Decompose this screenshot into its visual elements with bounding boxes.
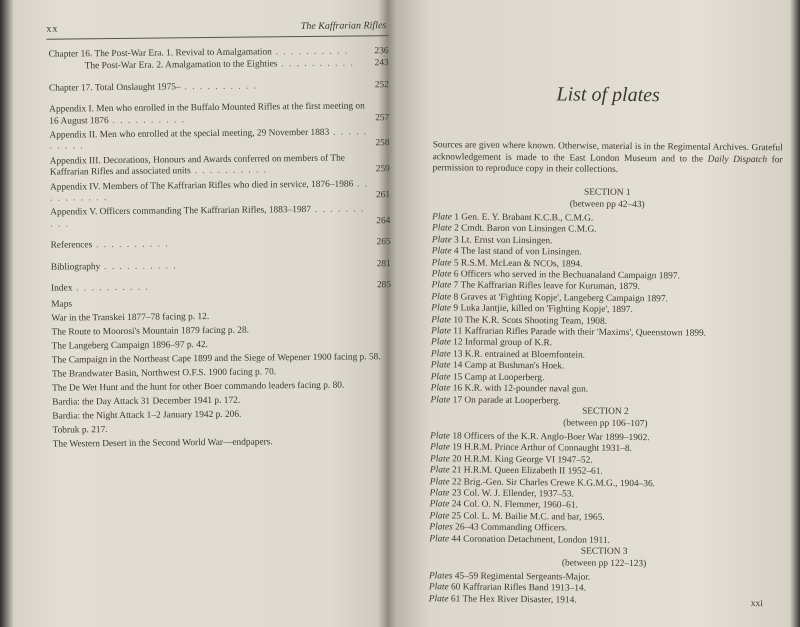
toc-leader-dots: . . . . . . . . . . (190, 165, 268, 177)
right-page (404, 0, 784, 610)
toc-leader-dots: . . . . . . . . . . (180, 81, 258, 93)
toc-entry-text: Chapter 16. The Post-War Era. 1. Revival to Amalgamation (48, 47, 272, 60)
intro-text-pre: Sources are given where known. Otherwise, material is in the Regimental Archives. Grateful acknowledgement is made to the East London Museum and to the (432, 140, 783, 165)
section-range: (between pp 106–107) (563, 417, 648, 429)
toc-entry-page: 265 (376, 237, 391, 248)
right-folio: xxi (750, 599, 763, 610)
toc-entry (49, 80, 389, 95)
map-entry: The De Wet Hunt and the hunt for other Boer commando leaders facing p. 80. (52, 380, 345, 394)
plate-caption: 11 Kaffrarian Rifles Parade with their 'Maxims', Queenstown 1899. (453, 326, 707, 339)
plate-caption: 8 Graves at 'Fighting Kopje', Langeberg Campaign 1897. (453, 292, 668, 305)
plate-caption: 18 Officers of the K.R. Anglo-Boer War 1899–1902. (452, 431, 650, 444)
plate-caption: 24 Col. O. N. Flemmer, 1960–61. (451, 499, 578, 511)
intro-paragraph (432, 140, 782, 178)
toc-leader-dots: . . . . . . . . . . (50, 204, 365, 230)
toc-entry-text: Chapter 17. Total Onslaught 1975– (48, 82, 181, 94)
toc-entry-text: Appendix III. Decorations, Honours and Awards conferred on members of The Kaffrarian Rifles and associated units (49, 153, 345, 178)
plate-label: Plate (430, 360, 451, 371)
table-of-contents (49, 46, 393, 453)
map-entry: Tobruk p. 217. (52, 424, 108, 436)
toc-entry-page: 261 (375, 190, 391, 201)
plate-label: Plate (430, 431, 451, 442)
plate-caption: 15 Camp at Looperberg. (452, 372, 545, 383)
plate-label: Plate (429, 488, 450, 499)
intro-text-post: for permission to reproduce copy in their collections. (432, 154, 783, 176)
section-heading (432, 186, 782, 212)
plate-label: Plate (429, 465, 450, 476)
section-range: (between pp 122–123) (561, 557, 647, 569)
toc-entry-text: Index (50, 283, 73, 294)
intro-text-italic: Daily Dispatch (707, 154, 768, 165)
section-heading (429, 545, 779, 571)
plate-caption: 6 Officers who served in the Bechuanaland Campaign 1897. (453, 269, 680, 282)
section-heading (430, 405, 780, 431)
plate-label: Plate (428, 594, 449, 605)
plate-list (429, 571, 779, 608)
map-entry: War in the Transkei 1877–78 facing p. 12. (51, 311, 210, 324)
toc-entry (49, 101, 389, 127)
toc-entry (49, 127, 389, 153)
toc-leader-dots: . . . . . . . . . . (49, 127, 368, 153)
plate-label: Plate (430, 394, 451, 405)
toc-entry-text: References (50, 240, 93, 251)
toc-leader-dots: . . . . . . . . . . (50, 178, 369, 204)
toc-leader-dots: . . . . . . . . . . (271, 46, 349, 58)
toc-entry-page: 259 (375, 164, 390, 175)
section-title: SECTION 2 (582, 406, 629, 417)
toc-entry-page: 257 (375, 112, 390, 123)
plate-label: Plate (430, 383, 451, 394)
plate-caption: 45–59 Regimental Sergeants-Major. (454, 571, 591, 583)
toc-entry (51, 280, 391, 295)
toc-entry-page: 236 (374, 46, 389, 57)
toc-leader-dots: . . . . . . . . . . (92, 239, 170, 251)
plate-label: Plate (431, 246, 452, 257)
plate-caption: 22 Brig.-Gen. Sir Charles Crewe K.G.M.G., 1904–36. (451, 477, 656, 489)
plate-label: Plates (428, 571, 453, 582)
plate-caption: 26–43 Commanding Officers. (455, 522, 568, 534)
plate-label: Plate (431, 257, 452, 269)
toc-leader-dots: . . . . . . . . . . (72, 282, 150, 294)
plate-caption: 25 Col. L. M. Bailie M.C. and bar, 1965. (451, 511, 605, 523)
running-title: The Kaffrarian Rifles (300, 20, 387, 33)
plate-caption: 23 Col. W. J. Ellender, 1937–53. (451, 488, 574, 500)
plate-label: Plate (430, 371, 451, 383)
plate-label: Plate (431, 326, 451, 337)
toc-entry-text: Appendix IV. Members of The Kaffrarian Rifles who died in service, 1876–1986 (49, 179, 354, 193)
plate-label: Plate (432, 212, 452, 223)
plate-label: Plates (429, 522, 453, 533)
plate-label: Plate (428, 582, 449, 593)
toc-entry-page: 264 (376, 215, 391, 227)
section-title: SECTION 3 (580, 546, 628, 557)
plate-label: Plate (429, 476, 450, 488)
plate-caption: 61 The Hex River Disaster, 1914. (450, 594, 577, 606)
page-title: List of plates (556, 83, 660, 107)
plate-label: Plate (429, 499, 450, 510)
plate-label: Plate (431, 223, 452, 234)
toc-entry-page: 285 (376, 280, 392, 291)
map-entry: The Western Desert in the Second World War—endpapers. (52, 437, 273, 450)
plate-caption: 44 Coronation Detachment, London 1911. (451, 534, 610, 546)
plate-entry (429, 594, 779, 608)
plate-label: Plate (431, 235, 452, 246)
map-entry: The Campaign in the Northeast Cape 1899 and the Siege of Wepener 1900 facing p. 58. (51, 352, 381, 366)
plate-caption: 14 Camp at Bushman's Hoek. (452, 360, 565, 372)
maps-heading: Maps (51, 298, 73, 310)
toc-leader-dots: . . . . . . . . . . (108, 114, 186, 126)
toc-leader-dots: . . . . . . . . . . (100, 261, 178, 272)
plate-caption: 3 Lt. Ernst von Linsingen. (454, 235, 553, 247)
left-folio: xx (46, 23, 59, 35)
toc-entry (49, 59, 389, 74)
plate-caption: 13 K.R. entrained at Bloemfontein. (453, 349, 586, 361)
plate-label: Plate (429, 454, 450, 465)
toc-entry (50, 205, 390, 231)
plate-caption: 7 The Kaffrarian Rifles leave for Kuruman, 1879. (453, 280, 640, 293)
plate-list (430, 212, 782, 409)
map-entry: The Route to Moorosi's Mountain 1879 facing p. 28. (51, 325, 250, 338)
toc-entry (50, 179, 390, 205)
plate-label: Plate (429, 511, 450, 522)
section-title: SECTION 1 (583, 187, 631, 198)
toc-entry-page: 258 (375, 138, 390, 149)
plate-label: Plate (431, 292, 452, 303)
plate-caption: 1 Gen. E. Y. Brabant K.C.B., C.M.G. (454, 212, 594, 224)
plate-caption: 17 On parade at Looperberg. (452, 394, 561, 406)
plate-label: Plate (430, 442, 450, 453)
map-entry: Bardia: the Day Attack 31 December 1941 p. 172. (52, 395, 241, 408)
plate-caption: 5 R.S.M. McLean & NCOs, 1894. (453, 258, 583, 270)
toc-entry-text: Appendix II. Men who enrolled at the special meeting, 29 November 1883 (49, 127, 330, 141)
plate-label: Plate (430, 349, 451, 360)
toc-leader-dots: . . . . . . . . . . (277, 58, 355, 70)
toc-entry (51, 237, 391, 252)
toc-entry-text: Appendix V. Officers commanding The Kaffrarian Rifles, 1883–1987 (50, 205, 312, 219)
toc-entry-text: Bibliography (50, 261, 101, 273)
plate-label: Plate (431, 314, 452, 326)
plate-caption: 16 K.R. with 12-pounder naval gun. (452, 383, 589, 395)
toc-entry-page: 281 (376, 258, 391, 269)
plate-caption: 12 Informal group of K.R. (453, 337, 553, 349)
toc-entry (51, 259, 391, 274)
plate-list (429, 431, 780, 548)
plate-label: Plate (431, 280, 452, 291)
plate-label: Plate (431, 303, 452, 314)
map-entry: Bardia: the Night Attack 1–2 January 1942 p. 206. (52, 409, 242, 422)
plate-caption: 21 H.R.M. Queen Elizabeth II 1952–61. (451, 465, 603, 477)
map-entry: The Brandwater Basin, Northwest O.F.S. 1900 facing p. 70. (51, 367, 277, 380)
plate-label: Plate (430, 337, 451, 348)
plate-label: Plate (429, 533, 450, 545)
plate-caption: 4 The last stand of von Linsingen. (453, 246, 582, 258)
toc-entry (50, 153, 390, 179)
plate-caption: 9 Luka Jantjie, killed on 'Fighting Kopje', 1897. (453, 303, 633, 316)
toc-entry-page: 252 (374, 79, 389, 91)
toc-entry-page: 243 (374, 58, 389, 69)
toc-entry-text: Appendix I. Men who enrolled in the Buffalo Mounted Rifles at the first meeting on 16 August 1876 (49, 101, 365, 127)
toc-entry-text: The Post-War Era. 2. Amalgamation to the Eighties (84, 59, 278, 72)
plate-caption: 10 The K.R. Scots Shooting Team, 1908. (453, 315, 608, 327)
plate-label: Plate (431, 269, 452, 280)
map-entry: The Langeberg Campaign 1896–97 p. 42. (51, 339, 208, 352)
plate-caption: 60 Kaffrarian Rifles Band 1913–14. (450, 582, 587, 595)
plate-caption: 20 H.R.M. King George VI 1947–52. (452, 454, 593, 466)
plate-caption: 2 Cmdt. Baron von Linsingen C.M.G. (454, 223, 597, 236)
section-range: (between pp 42–43) (569, 198, 645, 210)
plate-caption: 19 H.R.M. Prince Arthur of Connaught 1931–8. (452, 442, 632, 455)
